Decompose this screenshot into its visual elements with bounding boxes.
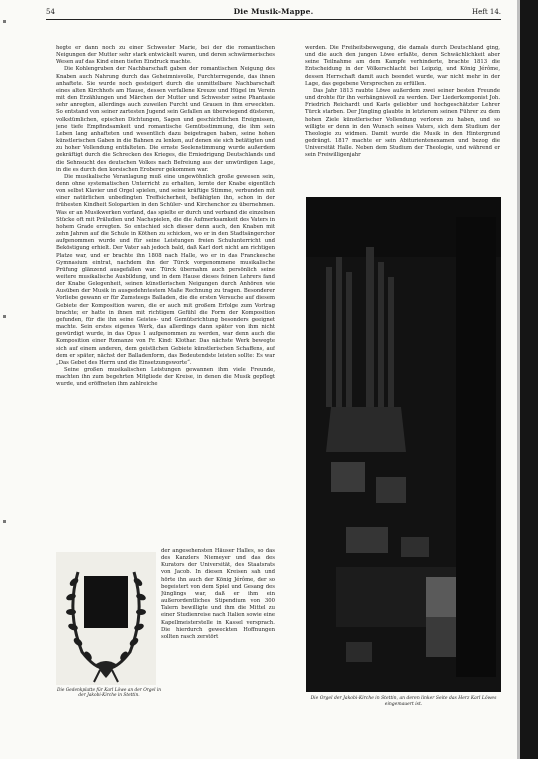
- church-organ-icon: [306, 197, 501, 692]
- header-rule: [46, 19, 501, 20]
- issue-number: Heft 14.: [471, 8, 501, 16]
- paragraph: Die musikalische Veranlagung muß eine ungewöhnlich große gewesen sein, denn ohne systematischen Unterricht zu erhalten, lernte der Knabe eigentlich von selbst Klavier und Orgel spielen, und seine kräftige Stimme, verbunden mit einer natürlichen unbedingten Treffsicherheit, befähigten ihn, schon in der frühesten Kindheit Solopartien in den Schüler- und Kirchenchor zu übernehmen. Was er an Musikwerken vorfand, das spielte er durch und verband die einzelnen Stücke oft mit Präludien und Nachspielen, die die Aufmerksamkeit des Vaters in hohem Grade erregten. So entschied sich dieser denn auch, den Knaben mit zehn Jahren auf die Schule in Köthen zu schicken, wo er in den Stadtsängerchor aufgenommen wurde und für seine Leistungen freien Schulunterricht und Beköstigung erhielt. Der Vater sah jedoch bald, daß Karl dort nicht am richtigen Platze war, und er brachte ihn 1808 nach Halle, wo er in das Franckesche Gymnasium eintrat, nachdem ihn der Türck vorgenommene musikalische Prüfung glänzend ausgefallen war. Türck übernahm auch persönlich seine weitere musikalische Ausbildung, und in dem Hause dieses feinen Lehrers fand der Knabe Gelegenheit, seinen künstlerischen Neigungen durch Anhören wie Ausüben der Musik in ausgedehntestem Maße Rechnung zu tragen. Besonderer Vorliebe gewann er für Zumsteegs Balladen, die die ersten Versuche auf diesem Gebiete der Komposition waren, die er auch mit großem Erfolge zum Vortrag brachte; er hatte in ihnen mit richtigem Gefühl die Form der Komposition gefunden, für die ihn seine Geistes- und Gemütsrichtung besonders geeignet machte. Sein erstes eigenes Werk, das allerdings dann später von ihm nicht gewürdigt wurde, in das Opus 1 aufgenommen zu werden, war denn auch die Komposition einer Romanze von Fr. Kind: Klothar. Das nächste Werk bewegte sich auf einem anderen, dem geistlichen Gebiete künstlerischen Schaffens, auf dem er später, nächst der Balladenform, das Bedeutendste leisten sollte: Es war „Das Gebet des Herrn und die Einsetzungsworte“.: [56, 173, 275, 366]
- paragraph: werden. Die Freiheitsbewegung, die damals durch Deutschland ging, und die auch den jungen Löwe erfaßte, deren Schwächlichkeit aber seine Teilnahme am dem Kampfe verhinderte, brachte 1813 die Entscheidung in der Völkerschlacht bei Leipzig, und König Jérôme, dessen Herrschaft damit auch beendet wurde, war nicht mehr in der Lage, das gegebene Versprechen zu erfüllen.: [305, 45, 500, 87]
- organ-caption: Die Orgel der Jakobi-Kirche in Stettin, an deren linker Seite das Herz Karl Löwes eingemauert ist.: [310, 696, 497, 707]
- scan-mark: [3, 315, 6, 318]
- plaque-caption: Die Gedenkplatte für Karl Löwe an der Orgel in der Jakobi-Kirche in Stettin.: [57, 688, 161, 699]
- wrapped-paragraph: [161, 548, 275, 699]
- scan-mark: [3, 520, 6, 523]
- left-column: [56, 45, 275, 548]
- right-column: [305, 45, 500, 186]
- memorial-plaque-image: [56, 552, 156, 685]
- paragraph: Die Kohlengruben der Nachbarschaft gaben der romantischen Neigung des Knaben auch Nahrung durch das Geheimnisvolle, Furchterregende, das ihnen anhaftete. Sie wurde noch gesteigert durch die unmittelbare Nachbarschaft eines alten Kirchhofs am Hause, dessen verfallene Kreuze und Hügel im Verein mit den Erzählungen und Märchen der Mutter und Schwester seine Phantasie sehr anregten, allerdings auch zuweilen Furcht und Grauen in ihm erweckten. So entstand von seiner zartesten Jugend sein Gefallen an überwiegend düsteren, volkstümlichen, epischen Dichtungen, Sagen und geschichtlichen Ereignissen, jene tiefe Empfindsamkeit und romantische Gemütsstimmung, die ihm sein Leben lang anhafteten und wesentlich dazu beigetragen haben, seine hohen künstlerischen Gaben in die Bahnen zu lenken, auf denen sie sich betätigten und zu hoher Vollendung entfalteten. Die ernste Seelenstimmung wurde außerdem gekräftigt durch die Schrecken des Krieges, die Erniedrigung Deutschlands und die Sehnsucht des deutschen Volkes nach Befreiung aus der unwürdigen Lage, in die es durch den korsischen Eroberer gekommen war.: [56, 66, 275, 173]
- paragraph: hegte er dann noch zu einer Schwester Marie, bei der die romantischen Neigungen der Mutter sehr stark entwickelt waren, und deren schwärmerisches Wesen auf das Kind einen tiefen Eindruck machte.: [56, 45, 275, 66]
- page-number: 54: [46, 8, 55, 16]
- paragraph: Seine großen musikalischen Leistungen gewannen ihm viele Freunde, machten ihn zum begehrten Mitgliede der Kreise, in denen die Musik gepflegt wurde, und eröffneten ihm zahlreiche: [56, 367, 275, 388]
- organ-photo: [306, 197, 501, 692]
- running-header: [46, 6, 501, 20]
- paragraph: Das Jahr 1813 raubte Löwe außerdem zwei seiner besten Freunde und drohte für ihn verhängnisvoll zu werden. Der Liederkomponist Joh. Friedrich Reichardt und Karls geliebter und hochgeschätzter Lehrer Türck starben. Der Jüngling glaubte in letzterem seinen Führer zu dem hohen Ziele künstlerischer Vollendung verloren zu haben, und so willigte er denn in den Wunsch seines Vaters, sich dem Studium der Theologie zu widmen. Damit wurde die Musik in den Hintergrund gedrängt. 1817 machte er sein Abiturientenexamen und bezog die Universität Halle. Neben dem Studium der Theologie, und während er sein Freiwilligenjahr: [305, 87, 500, 159]
- laurel-wreath-plaque-icon: [56, 552, 156, 685]
- scan-border: [520, 0, 538, 759]
- magazine-title: Die Musik-Mappe.: [233, 7, 314, 16]
- paragraph: der angesehensten Häuser Halles, so das des Kanzlers Niemeyer und das des Kurators der Universität, des Staatsrats von Jacob. In diesen Kreisen sah und hörte ihn auch der König Jérôme, der so begeistert von dem Spiel und Gesang des Jünglings war, daß er ihm ein außerordentliches Stipendium von 300 Talern bewilligte und ihm die Mittel zu einer Studienreise nach Italien sowie eine Kapellmeisterstelle in Kassel versprach. Die hierdurch geweckten Hoffnungen sollten rasch zerstört: [161, 548, 275, 640]
- scan-mark: [3, 20, 6, 23]
